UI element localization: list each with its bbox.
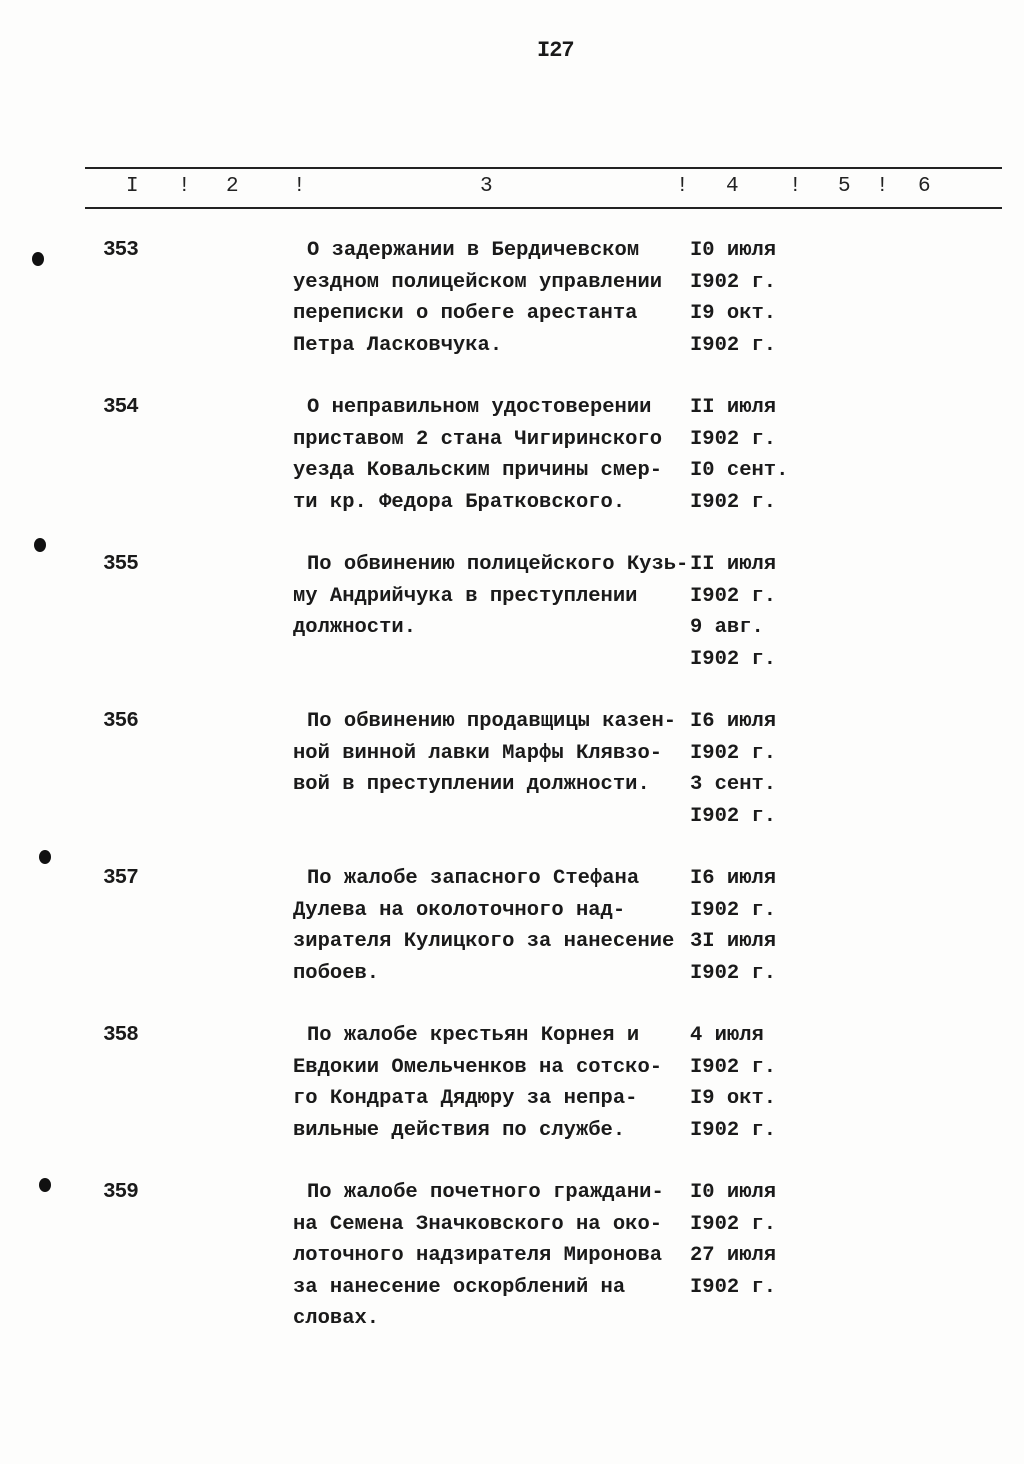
entry-line xyxy=(0,459,1024,490)
entry-title-text: По обвинению полицейского Кузь- xyxy=(307,553,689,576)
entry-date: I902 г. xyxy=(690,270,777,294)
entry-line xyxy=(0,491,1024,522)
entry-date: 9 авг. xyxy=(690,616,764,639)
entry-title-text: за нанесение оскорблений на xyxy=(293,1275,626,1299)
entry-line xyxy=(0,1056,1024,1087)
entry-date: 4 июля xyxy=(690,1024,764,1047)
entry-line xyxy=(0,1024,1024,1055)
entry-date: I902 г. xyxy=(690,490,777,514)
column-header: 2 xyxy=(226,175,239,198)
entry-date: I0 сент. xyxy=(690,459,789,482)
entry-date: 3 сент. xyxy=(690,773,777,796)
entry-date: I902 г. xyxy=(690,741,777,765)
entry-line xyxy=(0,1244,1024,1275)
column-header: I xyxy=(126,175,139,198)
entry-date: I6 июля xyxy=(690,867,777,890)
entry-line xyxy=(0,899,1024,930)
entry-line xyxy=(0,962,1024,993)
entry-title-text: на Семена Значковского на око- xyxy=(293,1212,663,1236)
entry-date: I9 окт. xyxy=(690,1087,777,1110)
entry-title-text: лоточного надзирателя Миронова xyxy=(293,1244,663,1267)
entry-line xyxy=(0,302,1024,333)
entry-line xyxy=(0,396,1024,427)
entry-line xyxy=(0,271,1024,302)
entry-date: II июля xyxy=(690,553,777,576)
entry-date: I0 июля xyxy=(690,239,777,262)
column-separator: ! xyxy=(789,175,802,198)
entry-date: II июля xyxy=(690,396,777,419)
column-header: 3 xyxy=(480,175,493,198)
column-separator: ! xyxy=(676,175,689,198)
entry-title-text: зирателя Кулицкого за нанесение xyxy=(293,930,675,953)
entry-line xyxy=(0,1087,1024,1118)
entry-title-text: О задержании в Бердичевском xyxy=(307,239,640,262)
entry-date: I0 июля xyxy=(690,1181,777,1204)
entry-date: I902 г. xyxy=(690,584,777,608)
entry-line xyxy=(0,867,1024,898)
entry-line xyxy=(0,1276,1024,1307)
entry-title-text: уездном полицейском управлении xyxy=(293,270,663,294)
entry-line xyxy=(0,773,1024,804)
entry-date: 3I июля xyxy=(690,930,777,953)
punch-hole-mark xyxy=(39,1178,51,1192)
entry-number: 354 xyxy=(103,396,138,419)
entry-date: I902 г. xyxy=(690,804,777,828)
entry-title-text: го Кондрата Дядюру за непра- xyxy=(293,1087,638,1110)
entry-line xyxy=(0,1213,1024,1244)
punch-hole-mark xyxy=(39,850,51,864)
entry-title-text: По жалобе крестьян Корнея и xyxy=(307,1024,640,1047)
entry-line xyxy=(0,553,1024,584)
column-header: 6 xyxy=(918,175,931,198)
entry-title-text: приставом 2 стана Чигиринского xyxy=(293,427,663,451)
entry-title-text: му Андрийчука в преступлении xyxy=(293,584,638,608)
header-bottom-rule xyxy=(85,207,1002,209)
column-separator: ! xyxy=(178,175,191,198)
entry-date: I902 г. xyxy=(690,961,777,985)
entry-line xyxy=(0,334,1024,365)
punch-hole-mark xyxy=(34,538,46,552)
entry-date: I902 г. xyxy=(690,647,777,671)
entry-number: 358 xyxy=(103,1024,138,1047)
entry-date: I902 г. xyxy=(690,333,777,357)
column-separator: ! xyxy=(876,175,889,198)
entry-line xyxy=(0,805,1024,836)
entry-title-text: Дулева на околоточного над- xyxy=(293,898,626,922)
entry-line xyxy=(0,930,1024,961)
entry-date: I902 г. xyxy=(690,898,777,922)
entry-date: I902 г. xyxy=(690,1212,777,1236)
entry-title-text: вой в преступлении должности. xyxy=(293,773,650,796)
entry-title-text: Петра Ласковчука. xyxy=(293,333,503,357)
entry-line xyxy=(0,428,1024,459)
entry-date: I902 г. xyxy=(690,1118,777,1142)
entry-line xyxy=(0,742,1024,773)
entry-line xyxy=(0,1181,1024,1212)
column-header: 4 xyxy=(726,175,739,198)
entry-line xyxy=(0,1307,1024,1338)
column-header: 5 xyxy=(838,175,851,198)
entry-line xyxy=(0,585,1024,616)
entry-title-text: уезда Ковальским причины смер- xyxy=(293,459,663,482)
entry-line xyxy=(0,239,1024,270)
entry-date: I902 г. xyxy=(690,1275,777,1299)
entry-date: 27 июля xyxy=(690,1244,777,1267)
entry-number: 359 xyxy=(103,1181,138,1204)
entry-title-text: По обвинению продавщицы казен- xyxy=(307,710,677,733)
punch-hole-mark xyxy=(32,252,44,266)
entry-title-text: вильные действия по службе. xyxy=(293,1118,626,1142)
entry-number: 357 xyxy=(103,867,138,890)
entry-title-text: По жалобе запасного Стефана xyxy=(307,867,640,890)
header-top-rule xyxy=(85,167,1002,169)
entry-date: I902 г. xyxy=(690,1055,777,1079)
entry-title-text: По жалобе почетного граждани- xyxy=(307,1181,664,1204)
entry-number: 356 xyxy=(103,710,138,733)
entry-number: 353 xyxy=(103,239,138,262)
entry-title-text: ной винной лавки Марфы Клявзо- xyxy=(293,741,663,765)
entry-title-text: Евдокии Омельченков на сотско- xyxy=(293,1055,663,1079)
entry-title-text: должности. xyxy=(293,616,417,639)
entry-line xyxy=(0,1119,1024,1150)
entry-date: I9 окт. xyxy=(690,302,777,325)
page-number: I27 xyxy=(537,38,574,63)
entry-title-text: переписки о побеге арестанта xyxy=(293,302,638,325)
entry-date: I902 г. xyxy=(690,427,777,451)
entry-line xyxy=(0,710,1024,741)
entry-title-text: побоев. xyxy=(293,961,380,985)
entry-title-text: ти кр. Федора Братковского. xyxy=(293,490,626,514)
column-separator: ! xyxy=(293,175,306,198)
entry-title-text: О неправильном удостоверении xyxy=(307,396,652,419)
entry-date: I6 июля xyxy=(690,710,777,733)
entry-line xyxy=(0,648,1024,679)
entry-title-text: словах. xyxy=(293,1307,380,1330)
entry-line xyxy=(0,616,1024,647)
entry-number: 355 xyxy=(103,553,138,576)
